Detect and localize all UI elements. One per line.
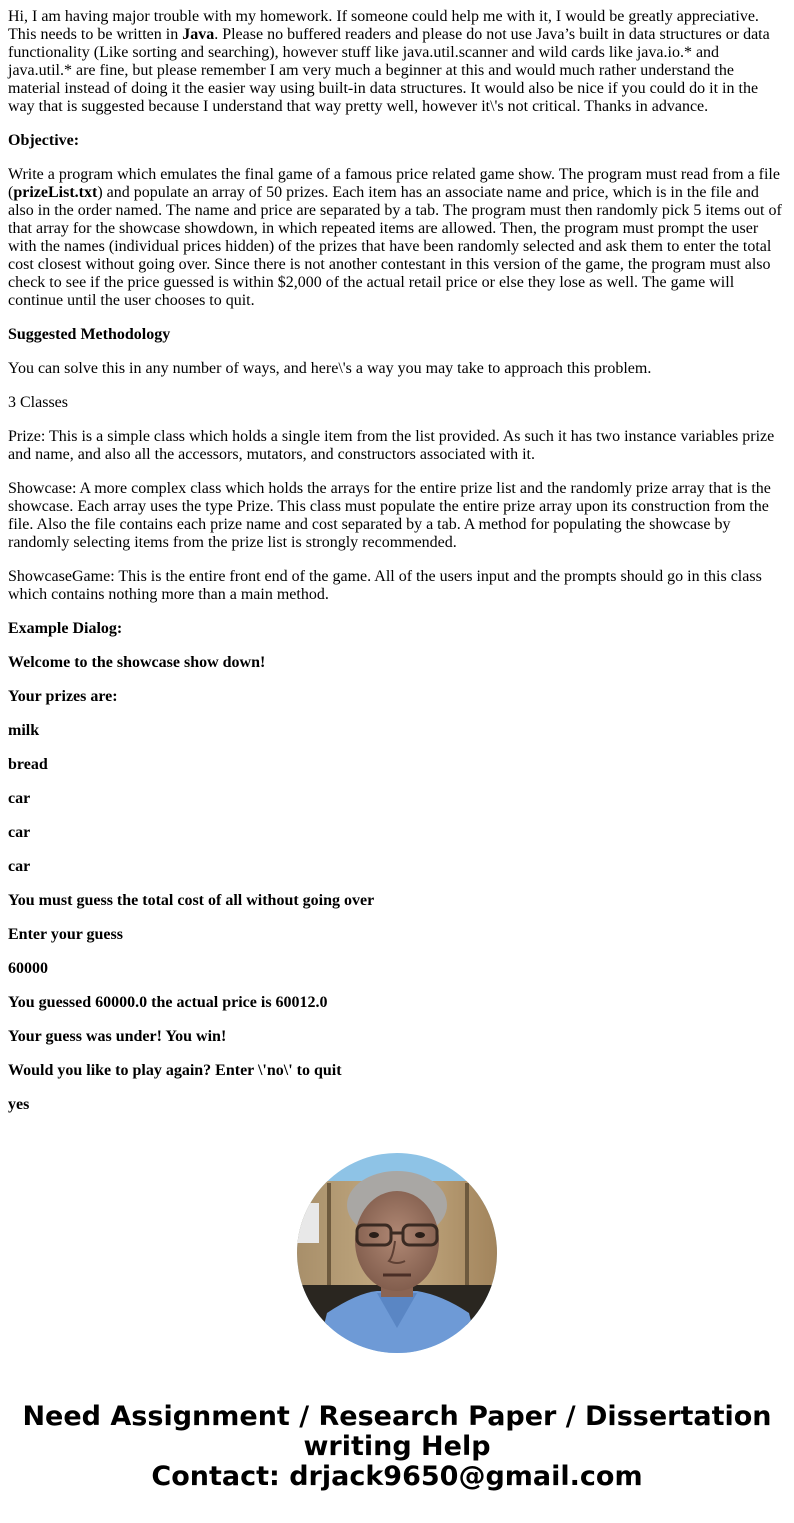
dialog-line: Enter your guess	[8, 926, 123, 943]
dialog-line: car	[8, 824, 31, 841]
dialog-line: Would you like to play again? Enter \'no\' to quit	[8, 1062, 342, 1079]
avatar	[297, 1153, 497, 1353]
showcase-class-description: Showcase: A more complex class which holds the arrays for the entire prize list and the randomly prize array that is the showcase. Each array uses the type Prize. This class must populate the entire prize array upon its construction from the file. Also the file contains each prize name and cost separated by a tab. A method for populating the showcase by randomly selecting items from the prize list is strongly recommended.	[8, 480, 771, 551]
intro-paragraph: Hi, I am having major trouble with my homework. If someone could help me with it, I would be greatly appreciative. This needs to be written in Java. Please no buffered readers and please do not use Java’s built in data structures or data functionality (Like sorting and searching), however stuff like java.util.scanner and wild cards like java.io.* and java.util.* are fine, but please remember I am very much a beginner at this and would much rather understand the material instead of doing it the easier way using built-in data structures. It would also be nice if you could do it in the way that is suggested because I understand that way pretty well, however it\'s not critical. Thanks in advance.	[8, 8, 770, 115]
objective-paragraph: Write a program which emulates the final game of a famous price related game show. The program must read from a file (prizeList.txt) and populate an array of 50 prizes. Each item has an associate name and price, which is in the file and also in the order named. The name and price are separated by a tab. The program must then randomly pick 5 items out of that array for the showcase showdown, in which repeated items are allowed. Then, the program must prompt the user with the names (individual prices hidden) of the prizes that have been randomly selected and ask them to enter the total cost closest without going over. Since there is not another contestant in this version of the game, the program must also check to see if the price guessed is within $2,000 of the actual retail price or else they lose as well. The game will continue until the user chooses to quit.	[8, 166, 782, 309]
dialog-line: Welcome to the showcase show down!	[8, 654, 266, 671]
promo-banner	[0, 1402, 794, 1492]
promo-line-2: writing Help	[303, 1431, 491, 1462]
example-dialog-heading: Example Dialog:	[8, 620, 123, 637]
promo-contact: Contact: drjack9650@gmail.com	[151, 1461, 643, 1492]
dialog-line: milk	[8, 722, 40, 739]
dialog-line: car	[8, 858, 31, 875]
dialog-line: car	[8, 790, 31, 807]
classes-count: 3 Classes	[8, 394, 68, 411]
methodology-intro: You can solve this in any number of ways, and here\'s a way you may take to approach this problem.	[8, 360, 652, 377]
dialog-line: Your guess was under! You win!	[8, 1028, 227, 1045]
dialog-line: 60000	[8, 960, 48, 977]
dialog-line: You guessed 60000.0 the actual price is 60012.0	[8, 994, 328, 1011]
dialog-line: bread	[8, 756, 48, 773]
promo-line-1: Need Assignment / Research Paper / Dissertation	[22, 1401, 772, 1432]
dialog-line: You must guess the total cost of all without going over	[8, 892, 375, 909]
language-name: Java	[182, 26, 215, 43]
methodology-heading: Suggested Methodology	[8, 326, 171, 343]
dialog-line: yes	[8, 1096, 30, 1113]
file-name: prizeList.txt	[13, 184, 98, 201]
avatar-photo-icon	[297, 1153, 497, 1353]
prize-class-description: Prize: This is a simple class which holds a single item from the list provided. As such it has two instance variables prize and name, and also all the accessors, mutators, and constructors associated with it.	[8, 428, 775, 463]
showcasegame-class-description: ShowcaseGame: This is the entire front end of the game. All of the users input and the prompts should go in this class which contains nothing more than a main method.	[8, 568, 762, 603]
dialog-line: Your prizes are:	[8, 688, 118, 705]
objective-heading: Objective:	[8, 132, 80, 149]
